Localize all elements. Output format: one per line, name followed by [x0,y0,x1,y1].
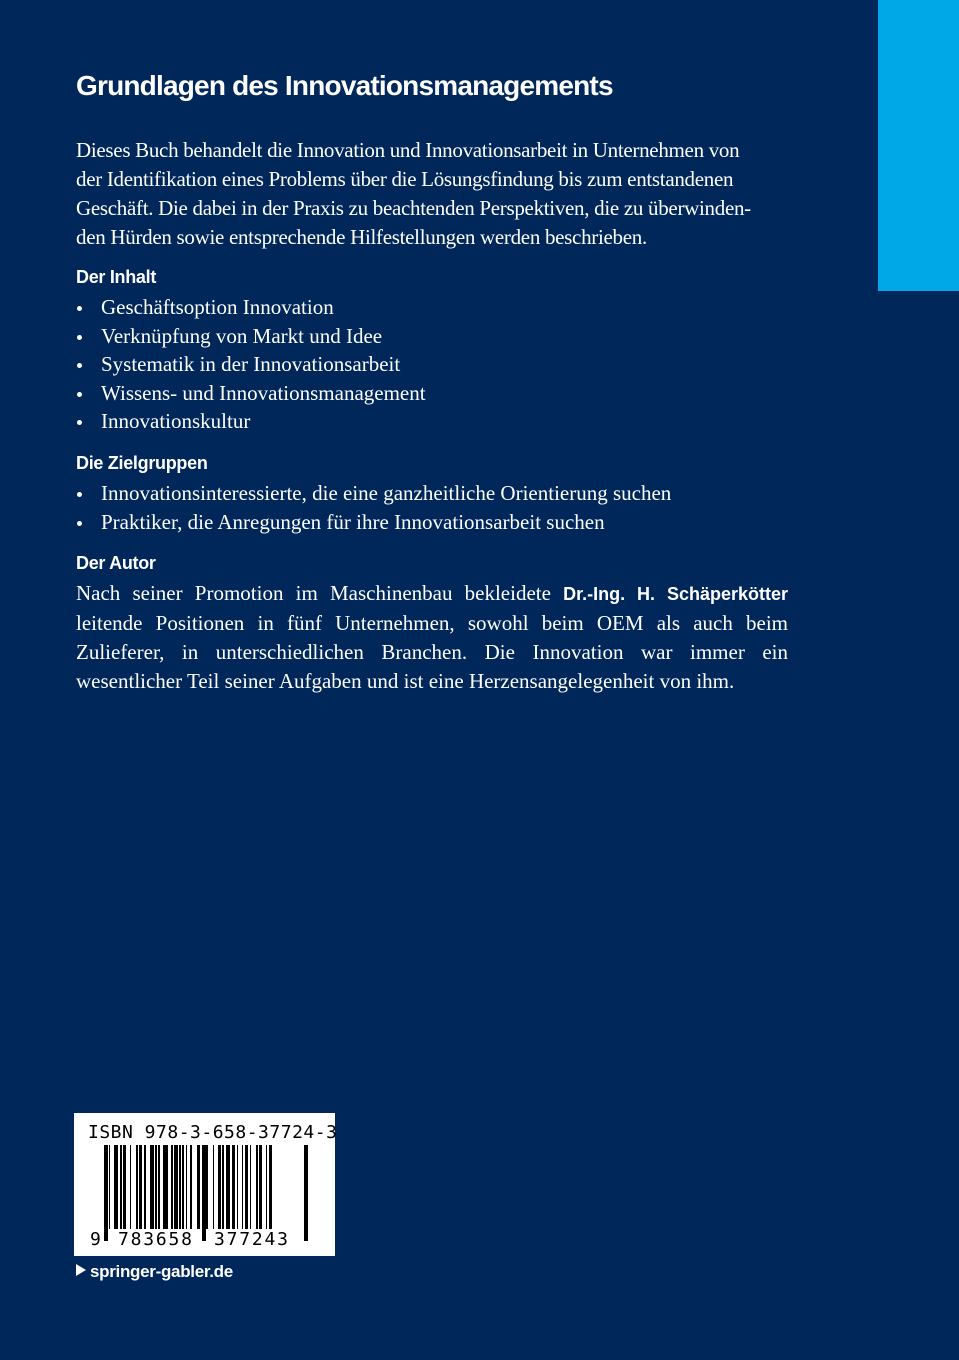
barcode-guard-bar [106,1145,108,1241]
barcode-bar [120,1145,122,1229]
barcode-right-digits: 377243 [214,1229,290,1250]
author-line [76,579,788,609]
author-line: wesentlicher Teil seiner Aufgaben und ist eine Herzensangelegenheit von ihm. [76,669,735,693]
barcode-bar [190,1145,192,1229]
barcode-left-digits: 783658 [118,1229,194,1250]
description-line: der Identifikation eines Problems über die Lösungsfindung bis zum entstandenen [76,167,734,191]
author-name: Dr.-Ing. H. Schäperkötter [563,584,789,604]
barcode-bar [139,1145,142,1229]
publisher-link[interactable] [76,1262,233,1282]
barcode-bar [114,1145,119,1229]
barcode-bar [256,1145,258,1229]
barcode-bar [242,1145,244,1229]
isbn-label: ISBN 978-3-658-37724-3 [88,1122,338,1143]
barcode-bar [213,1145,215,1229]
barcode-bar [158,1145,160,1229]
author-paragraph [76,579,788,696]
barcode-bar [226,1145,231,1229]
barcode-bar [259,1145,262,1229]
barcode-bar [155,1145,157,1229]
barcode-bar [222,1145,224,1229]
heading-der-autor: Der Autor [76,553,156,573]
description-paragraph [76,136,796,252]
list-item: Systematik in der Innovationsarbeit [76,350,426,379]
description-line: Geschäft. Die dabei in der Praxis zu beachtenden Perspektiven, die zu überwinden- [76,196,751,220]
author-line: Zulieferer, in unterschiedlichen Branchen. Die Innovation war immer ein [76,640,788,664]
barcode-bar [150,1145,153,1229]
barcode-bar [237,1145,239,1229]
accent-color-bar [878,0,959,291]
description-line: Dieses Buch behandelt die Innovation und Innovationsarbeit in Unternehmen von [76,138,740,162]
list-item: Geschäftsoption Innovation [76,293,426,322]
barcode-bar [130,1145,132,1229]
barcode-bar [136,1145,138,1229]
barcode-bar [245,1145,248,1229]
barcode-first-digit: 9 [90,1229,101,1250]
barcode-bar [163,1145,168,1229]
list-item: Verknüpfung von Markt und Idee [76,322,426,351]
barcode-bar [182,1145,184,1229]
barcode-bar [250,1145,252,1229]
isbn-barcode [74,1113,338,1256]
barcode-guard-bar [306,1145,308,1241]
barcode-bar [174,1145,177,1229]
list-item: Wissens- und Innovationsmanagement [76,379,426,408]
barcode-bar [109,1145,111,1229]
list-item: Innovationskultur [76,407,426,436]
publisher-url: springer-gabler.de [90,1262,233,1281]
list-item: Praktiker, die Anregungen für ihre Innovationsarbeit suchen [76,508,671,537]
barcode-guard-bar [204,1145,206,1241]
description-line: den Hürden sowie entsprechende Hilfestellungen werden beschrieben. [76,225,647,249]
barcode-bar [197,1145,200,1229]
author-line: leitende Positionen in fünf Unternehmen, sowohl beim OEM als auch beim [76,611,788,635]
barcode-bar [269,1145,272,1229]
barcode-bar [171,1145,173,1229]
heading-die-zielgruppen: Die Zielgruppen [76,453,208,473]
barcode-bar [123,1145,126,1229]
arrow-right-icon [76,1264,86,1276]
barcode-bar [232,1145,235,1229]
barcode-bar [218,1145,221,1229]
barcode-bar [266,1145,268,1229]
barcode-bar [179,1145,181,1229]
author-line-prefix: Nach seiner Promotion im Maschinenbau bekleidete [76,581,551,605]
barcode-bar [186,1145,188,1229]
heading-der-inhalt: Der Inhalt [76,267,157,287]
list-item: Innovationsinteressierte, die eine ganzheitliche Orientierung suchen [76,479,671,508]
zielgruppen-list [76,479,671,536]
barcode-bar [144,1145,146,1229]
book-title: Grundlagen des Innovationsmanagements [76,70,613,101]
inhalt-list [76,293,426,436]
